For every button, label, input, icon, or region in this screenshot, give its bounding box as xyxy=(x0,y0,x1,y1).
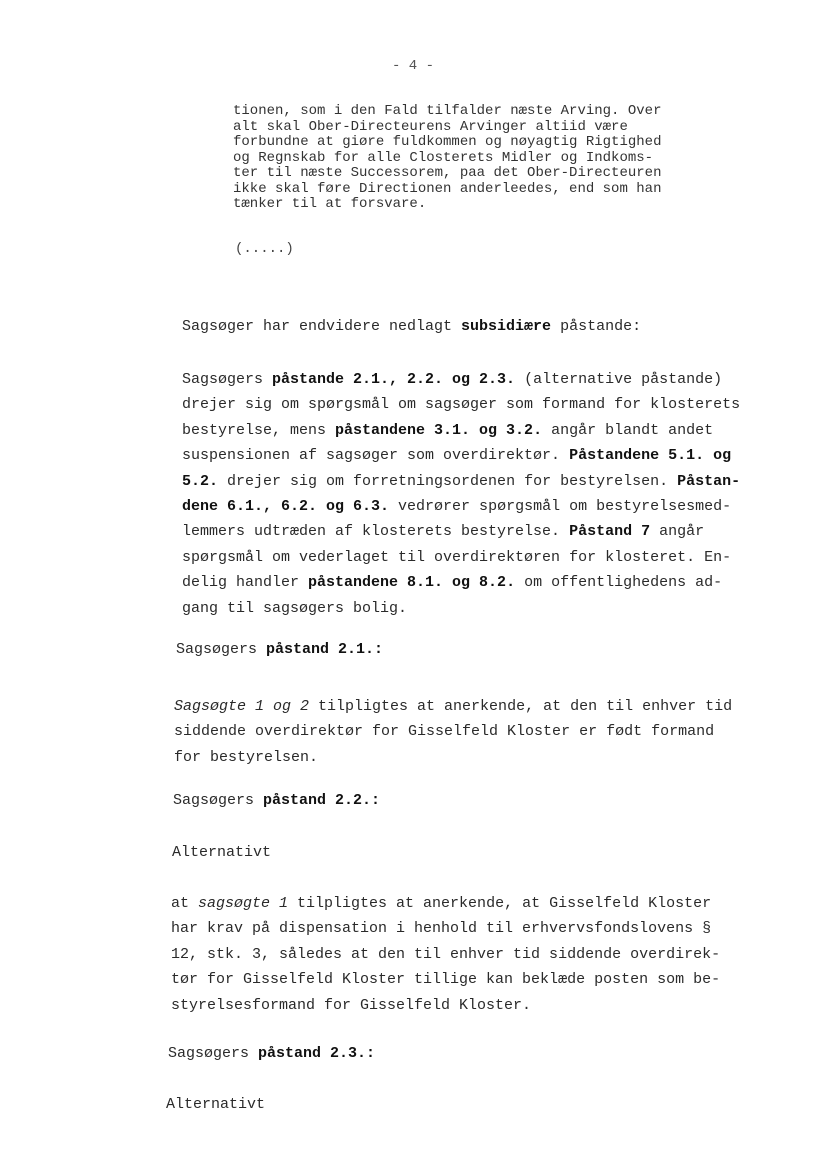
summary-text: angår blandt andet xyxy=(542,421,714,439)
claim-2-2-body xyxy=(171,891,801,1018)
claim-text: siddende overdirektør for Gisselfeld Kloster er født formand xyxy=(174,723,715,741)
summary-text: vedrører spørgsmål om bestyrelsesmed- xyxy=(389,498,732,516)
quote-line: og Regnskab for alle Closterets Midler og Indkoms- xyxy=(233,149,654,166)
claim-italic: Sagsøgte 1 og 2 xyxy=(174,698,310,715)
quote-line: tionen, som i den Fald tilfalder næste Arving. Over xyxy=(233,103,662,119)
claim-text: tør for Gisselfeld Kloster tillige kan beklæde posten som be- xyxy=(171,971,721,989)
summary-text: suspensionen af sagsøger som overdirektør. xyxy=(182,447,570,465)
summary-bold: Påstandene 5.1. og xyxy=(569,447,732,465)
claim-2-1-heading xyxy=(176,637,806,662)
intro-text: Sagsøger har endvidere nedlagt xyxy=(182,318,462,335)
claim-2-2-alternative: Alternativt xyxy=(172,844,272,861)
heading-bold: påstand 2.2.: xyxy=(263,792,381,809)
heading-bold: påstand 2.3.: xyxy=(258,1045,376,1062)
claim-2-3-heading xyxy=(168,1041,798,1066)
claim-2-1-body xyxy=(174,694,804,770)
quote-line: forbundne at giøre fuldkommen og nøyagtig Rigtighed xyxy=(233,134,662,150)
intro-text-end: påstande: xyxy=(551,318,642,335)
summary-text: om offentlighedens ad- xyxy=(515,574,723,592)
intro-bold: subsidiære xyxy=(461,318,552,335)
summary-text: delig handler xyxy=(182,574,309,592)
summary-text: angår xyxy=(650,523,705,541)
quote-line: ter til næste Successorem, paa det Ober-Directeuren xyxy=(233,165,662,181)
summary-paragraph xyxy=(182,367,812,621)
heading-text: Sagsøgers xyxy=(168,1045,259,1062)
claim-2-2-heading xyxy=(173,788,803,813)
claim-text: tilpligtes at anerkende, at Gisselfeld Kloster xyxy=(288,895,712,912)
quoted-passage xyxy=(233,104,763,213)
summary-bold: dene 6.1., 6.2. og 6.3. xyxy=(182,498,390,516)
heading-text: Sagsøgers xyxy=(176,641,267,658)
quote-ellipsis: (.....) xyxy=(235,241,294,257)
summary-bold: påstandene 3.1. og 3.2. xyxy=(335,421,543,439)
summary-text: drejer sig om forretningsordenen for bestyrelsen. xyxy=(218,472,678,490)
heading-text: Sagsøgers xyxy=(173,792,264,809)
summary-text: (alternative påstande) xyxy=(515,371,723,388)
claim-2-3-alternative: Alternativt xyxy=(166,1096,266,1113)
claim-text: 12, stk. 3, således at den til enhver tid siddende overdirek- xyxy=(171,945,721,963)
summary-bold: Påstand 7 xyxy=(569,523,651,541)
summary-bold: 5.2. xyxy=(182,472,219,490)
claim-text: tilpligtes at anerkende, at den til enhver tid xyxy=(309,698,733,715)
summary-text: bestyrelse, mens xyxy=(182,421,336,439)
claim-italic: sagsøgte 1 xyxy=(198,895,289,912)
summary-text: gang til sagsøgers bolig. xyxy=(182,599,408,617)
claim-text: har krav på dispensation i henhold til erhvervsfondslovens § xyxy=(171,920,712,938)
claim-text: at xyxy=(171,895,199,912)
summary-text: drejer sig om spørgsmål om sagsøger som formand for klosterets xyxy=(182,396,741,414)
claim-text: styrelsesformand for Gisselfeld Kloster. xyxy=(171,996,532,1014)
quote-line: alt skal Ober-Directeurens Arvinger altiid være xyxy=(233,118,628,135)
summary-text: Sagsøgers xyxy=(182,371,273,388)
quote-line: tænker til at forsvare. xyxy=(233,196,427,212)
summary-bold: påstandene 8.1. og 8.2. xyxy=(308,574,516,592)
intro-paragraph xyxy=(182,314,812,339)
summary-text: lemmers udtræden af klosterets bestyrelse. xyxy=(182,523,570,541)
summary-text: spørgsmål om vederlaget til overdirektøren for klosteret. En- xyxy=(182,548,732,566)
summary-bold: påstande 2.1., 2.2. og 2.3. xyxy=(272,371,516,388)
summary-bold: Påstan- xyxy=(677,472,741,490)
heading-bold: påstand 2.1.: xyxy=(266,641,384,658)
claim-text: for bestyrelsen. xyxy=(174,748,319,766)
quote-line: ikke skal føre Directionen anderleedes, end som han xyxy=(233,180,662,197)
page-number: - 4 - xyxy=(391,58,434,74)
